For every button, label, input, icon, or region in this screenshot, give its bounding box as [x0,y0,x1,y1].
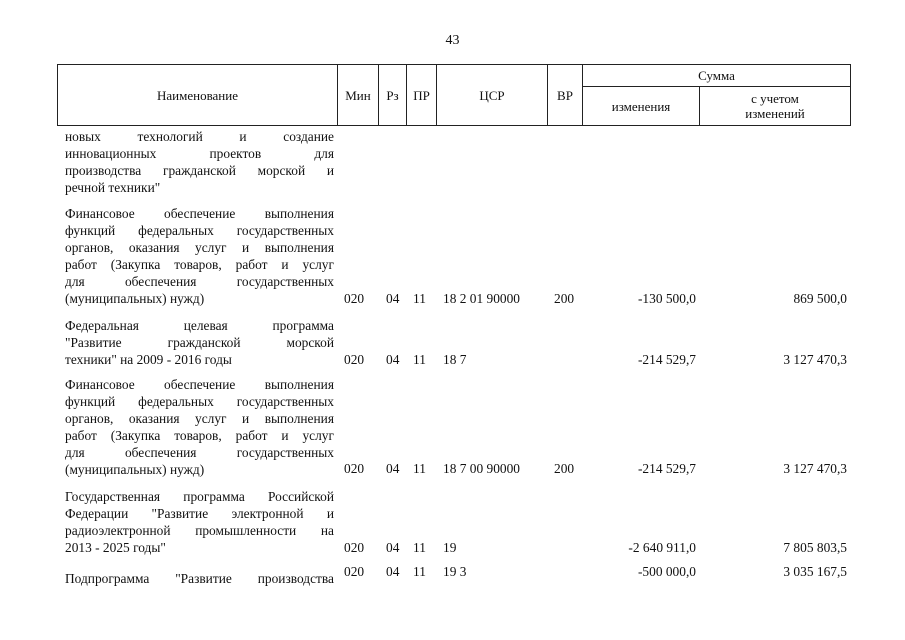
row-csr: 19 3 [443,564,467,579]
row-change: -500 000,0 [637,564,696,579]
header-csr: ЦСР [436,64,548,126]
header-with-change [699,86,851,126]
row-rz: 04 [386,564,400,579]
row-total: 7 805 803,5 [783,540,847,555]
row-change: -214 529,7 [637,352,696,367]
row-total: 3 127 470,3 [783,461,847,476]
row-csr: 18 7 00 90000 [443,461,520,476]
row-name-line: органов, оказания услуг и выполнения [65,411,334,426]
row-name-line: радиоэлектронной промышленности на [65,523,334,538]
row-min: 020 [344,540,365,555]
row-pr: 11 [413,461,426,476]
row-total: 3 035 167,5 [783,564,847,579]
row-name [65,205,334,307]
row-rz: 04 [386,540,400,555]
header-vr: ВР [547,64,583,126]
row-rz: 04 [386,352,400,367]
row-rz: 04 [386,461,400,476]
row-name-line: Федерации "Развитие электронной и [65,506,334,521]
row-pr: 11 [413,352,426,367]
row-name-line: для обеспечения государственных [65,445,334,460]
row-vr: 200 [554,461,575,476]
row-name-line: техники" на 2009 - 2016 годы [65,352,232,367]
header-with-change-line2: изменений [745,106,805,121]
row-csr: 18 2 01 90000 [443,291,520,306]
row-name-line: (муниципальных) нужд) [65,291,205,306]
row-min: 020 [344,352,365,367]
row-name-line: Финансовое обеспечение выполнения [65,206,334,221]
row-name [65,317,334,368]
row-min: 020 [344,461,365,476]
row-vr: 200 [554,291,575,306]
row-name-line: для обеспечения государственных [65,274,334,289]
row-name-line: работ (Закупка товаров, работ и услуг [65,257,334,272]
row-csr: 18 7 [443,352,467,367]
row-name-line: речной техники" [65,180,161,195]
row-pr: 11 [413,564,426,579]
row-name [65,570,334,587]
row-name-line: Государственная программа Российской [65,489,334,504]
row-name [65,128,334,196]
page-number: 43 [445,33,460,48]
row-name-line: "Развитие гражданской морской [65,335,334,350]
header-sum: Сумма [582,64,851,87]
row-name [65,376,334,478]
row-name-line: работ (Закупка товаров, работ и услуг [65,428,334,443]
row-name-line: 2013 - 2025 годы" [65,540,166,555]
header-min: Мин [337,64,379,126]
row-rz: 04 [386,291,400,306]
row-name-line: функций федеральных государственных [65,394,334,409]
row-pr: 11 [413,291,426,306]
row-change: -2 640 911,0 [628,540,696,555]
row-change: -214 529,7 [637,461,696,476]
row-name-line: инновационных проектов для [65,146,334,161]
header-pr: ПР [406,64,437,126]
row-name-line: новых технологий и создание [65,129,334,144]
row-total: 3 127 470,3 [783,352,847,367]
row-name-line: Подпрограмма "Развитие производства [65,571,334,586]
row-min: 020 [344,564,365,579]
row-change: -130 500,0 [637,291,696,306]
row-name-line: (муниципальных) нужд) [65,462,205,477]
row-total: 869 500,0 [793,291,847,306]
row-name-line: Федеральная целевая программа [65,318,334,333]
header-name: Наименование [57,64,338,126]
row-name [65,488,334,556]
row-csr: 19 [443,540,457,555]
row-name-line: органов, оказания услуг и выполнения [65,240,334,255]
header-rz: Рз [378,64,407,126]
row-name-line: производства гражданской морской и [65,163,334,178]
row-pr: 11 [413,540,426,555]
header-change: изменения [582,86,700,126]
row-name-line: функций федеральных государственных [65,223,334,238]
row-min: 020 [344,291,365,306]
row-name-line: Финансовое обеспечение выполнения [65,377,334,392]
header-with-change-line1: с учетом [751,91,799,106]
